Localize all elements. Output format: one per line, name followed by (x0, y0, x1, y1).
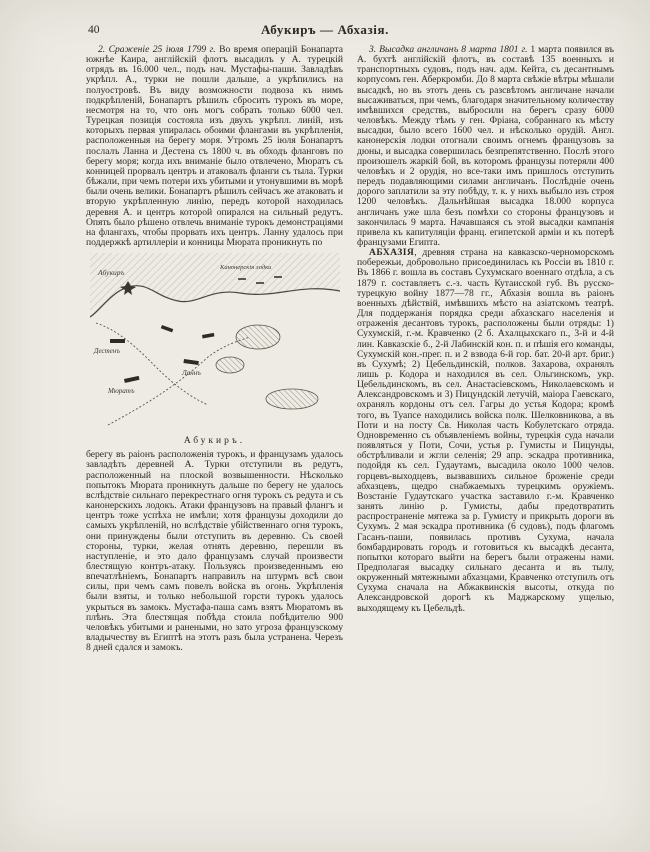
paragraph-battle-1799 (86, 45, 343, 248)
map-label-murat: Мюратъ (107, 387, 134, 396)
southern-heights (266, 389, 318, 409)
right-column (357, 45, 614, 653)
map-figure (86, 253, 343, 446)
section-body: Во время операцій Бонапарта южнѣе Каира, англійскій флотъ высадилъ у А. турецкій отрядъ въ 16.000 чел., подъ нач. Мустафы-паши. Завладѣвъ укрѣпл. А., турки не пошли дальше, а укрѣпились на полуостровѣ. Въ виду возможности подвоза къ нимъ подкрѣпленій, Бонапартъ рѣшилъ сбросить турокъ въ море, несмотря на то, что онъ могъ собрать только 6000 чел. Турецкая позиція состояла изъ двухъ укрѣпл. линій, изъ которыхъ первая упиралась обоими флангами въ укрѣпленія, расположенныя на берегу моря. Утромъ 25 іюля Бонапартъ послалъ Ланна и Дестена съ 1800 ч. въ обходъ фланговъ по берегу моря; когда ихъ вниманіе было отвлечено, Мюратъ съ конницей прорвалъ центръ и атаковалъ фланги съ тыла. Турки бѣжали, при чемъ потери ихъ убитыми и утонувшими въ морѣ были очень велики. Бонапартъ рѣшилъ сейчасъ же атаковать и вторую укрѣпленную линію, передъ которой находилась деревня А. и центръ которой опирался на сильный редутъ. Опять было рѣшено отвлечь вниманіе турокъ демонстраціями на флангахъ, чтобы прорвать ихъ центръ. Ланну удалось при поддержкѣ артиллеріи и конницы Мюрата проникнуть по (86, 44, 343, 248)
paragraph-battle-1799-continued (86, 450, 343, 653)
section-body: 1 марта появился въ А. бухтѣ англійскій флотъ, въ составѣ 135 военныхъ и транспортныхъ судовъ, подъ нач. адм. Кейта, съ десантнымъ корпусомъ ген. Аберкромби. До 8 марта свѣжіе вѣтры мѣшали высадкѣ, но въ этотъ день съ разсвѣтомъ англичане начали высаживаться, при чемъ, благодаря значительному количеству имѣвшихся средствъ, выбросили на берегъ сразу 6000 человѣкъ. Между тѣмъ у ген. Фріана, собраннаго къ мѣсту высадки, было всего 1600 чел. и нѣсколько орудій. Англ. канонерскія лодки отогнали своимъ огнемъ французовъ за дюны, и высадка совершилась безпрепятственно. Послѣ этого произошелъ жаркій бой, въ которомъ французы потеряли 400 человѣкъ и 2 орудія, но все-таки имъ пришлось отступить передъ подавляющими силами англичанъ. Послѣдніе очень дорого заплатили за эту побѣду, т. к. у нихъ выбыло изъ строя 1200 человѣкъ. Дальнѣйшая высадка 18.000 корпуса англичанъ уже шла безъ помѣхи со стороны французовъ и закончилась 9 марта. Начавшаяся съ этой высадки кампанія привела къ капитуляціи франц. египетской арміи и къ потерѣ французами Египта. (357, 44, 614, 248)
map-caption: Абукиръ. (183, 436, 246, 447)
village-area (216, 357, 244, 373)
page-number: 40 (88, 24, 100, 36)
section-lead: 3. Высадка англичанъ 8 марта 1801 г. (369, 44, 528, 55)
entry-term: АБХАЗІЯ (369, 247, 415, 259)
abukir-battle-map (90, 253, 340, 433)
section-lead: 2. Сраженіе 25 іюля 1799 г. (98, 44, 216, 55)
map-label-fort: Абукиръ (97, 268, 124, 278)
paragraph-landing-1801 (357, 45, 614, 248)
left-column (86, 45, 343, 653)
map-label-lann: Ланнъ (181, 369, 201, 378)
redoubt-hill (236, 325, 280, 349)
section-body-continued: берегу въ раіонъ расположенія турокъ, и французамъ удалось завладѣть деревней А. Турки отступили въ редутъ, расположенный на плоской возвышенности. Нѣсколько попытокъ Мюрата проникнуть дальше по берегу не удалось вслѣдствіе сильнаго перекрестнаго огня турокъ съ редута и съ канонерскихъ лодокъ. Атаки французовъ на правый флангъ и центръ тоже успѣха не имѣли; хотя французы доходили до самыхъ укрѣпленій, но вслѣдствіе убійственнаго огня турокъ, они принуждены были отступить въ деревню. Съ своей стороны, турки, желая отнять деревню, перешли въ наступленіе, и это дало французамъ случай произвести блестящую контръ-атаку. Пользуясь произведеннымъ ею впечатлѣніемъ, Бонапартъ направилъ на штурмъ всѣ свои силы, при чемъ самъ повелъ войска въ огонь. Укрѣпленія были взяты, и только небольшой горсти турокъ удалось укрыться въ замокъ. Мустафа-паша самъ взятъ Мюратомъ въ плѣнъ. Эта блестящая побѣда стоила побѣдителю 900 человѣкъ убитыми и ранеными, но зато угроза французскому владычеству въ Египтѣ на этотъ разъ была устранена. Черезъ 8 дней сдался и замокъ. (86, 449, 343, 654)
text-columns (86, 45, 614, 653)
map-label-gunboats: Канонерскія лодки (219, 264, 271, 272)
map-label-desten: Дестенъ (93, 347, 120, 356)
running-head: Абукиръ — Абхазія. (260, 22, 389, 37)
paragraph-abkhazia-entry (357, 248, 614, 614)
entry-body: , древняя страна на кавказско-черноморскомъ побережьи, добровольно присоединилась къ Россіи въ 1810 г. Въ 1866 г. вошла въ составъ Сухумскаго военнаго отдѣла, а съ 1879 г. составляетъ с.-з. часть Кутаисской губ. Въ русско-турецкую войну 1877—78 гг., Абхазія вошла въ раіонъ военныхъ дѣйствій, имѣвшихъ мѣсто на азіатскомъ театрѣ. Для поддержанія порядка среди абхазскаго населенія и отраженія десантовъ турокъ, расположены были отряды: 1) Сухумскій, г.-м. Кравченко (2 б. Ахалцыхскаго п., 3-й и 4-й лин. Кавказскіе б., 2-й Лабинскій кон. п. и пѣшія его команды, Сухумскій кон.-прег. п. и 2 взвода 6-й гор. бат. 20-й арт. бриг.) въ Сухумѣ; 2) Цебельдинскій, полков. Захарова, охранялъ лишь р. Кодора и находился въ сел. Ольгинскомъ, укр. Цебельдинскомъ, въ сел. Анастасіевскомъ, Николаевскомъ и Александровскомъ и 3) Пицундскій летучій, маіора Гаевскаго, охранялъ кордоны отъ сел. Гагры до устья Кодора; кромѣ того, въ Туапсе находились войска полк. Шелковникова, а въ Поти и на посту Св. Николая часть Кобулетскаго отряда. Одновременно съ объявленіемъ войны, турецкія суда начали появляться у Поти, Сочи, устья р. Гумисты и Пицунды, обстрѣливали и жгли селенія; 29 апр. эскадра противника, подойдя къ сел. Гудаутамъ, высадила около 1000 челов. горцевъ-выходцевъ, вызвавшихъ сильное броженіе среди абхазцевъ, щедро снабжаемыхъ турецкимъ оружіемъ. Возстаніе Гудаутскаго участка заставило г.-м. Кравченко занять линію р. Гумисты, дабы предотвратить распространеніе мятежа за р. Гумисту и прикрыть дороги въ Сухумъ. 2 мая эскадра противника (6 судовъ), подъ флагомъ Гасанъ-паши, появилась противъ Сухума, начала бомбардировать городъ и готовиться къ высадкѣ десанта, попытки котораго выйти на берегъ были отражены нами. Предполагая высадку сильнаго десанта и въ тылу, окруженный мятежными абхазцами, Кравченко отступилъ отъ Сухума сначала на Абжаквинскія высоты, откуда по Александровской дорогѣ къ Маджарскому ущелью, выходящему къ Цебельдѣ. (357, 247, 614, 614)
